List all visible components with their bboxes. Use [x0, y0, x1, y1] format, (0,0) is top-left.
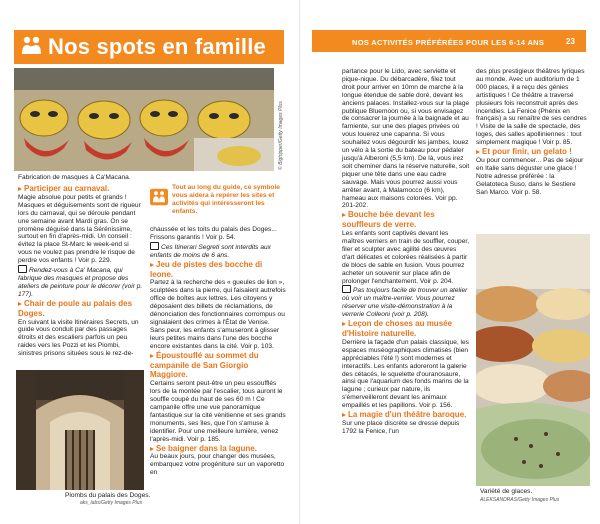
bullet-triangle-icon [342, 413, 346, 417]
tip-box [150, 184, 285, 224]
gutter [299, 0, 301, 524]
right-column-1 [342, 68, 470, 436]
paragraph-palais-doges: En suivant la visite Itinéraires Secrets, un guide vous conduit par des passages étroits et des escaliers parfois un peu raides vers les Pozzi et les Piombi, sinistres prisons situées sous le rez-de- [18, 318, 139, 358]
note-verrier: Pas toujours facile de trouver un atelier où voir un maître-verrier. Vous pourrez réserver une visite-démonstration à la verrerie Colleoni (voir p. 208). [342, 287, 468, 319]
prison-photo [16, 370, 144, 490]
paragraph-theatre: Sur une place discrète se dresse depuis 1792 la Fenice, l'un [342, 419, 460, 435]
left-column-1 [18, 184, 144, 358]
paragraph-gelato: Ou pour commencer... Pas de séjour en Italie sans déguster une glace ! Notre adresse préférée : la Gelatoteca Suso, dans le Sestiere San Marco. Voir p. 58. [476, 156, 584, 196]
bullet-triangle-icon [476, 150, 480, 154]
bullet-triangle-icon [150, 263, 154, 267]
masks-credit: © Bigtripper/Getty Images Plus [278, 101, 284, 170]
bullet-triangle-icon [18, 302, 22, 306]
bullet-triangle-icon [342, 322, 346, 326]
paragraph-campanile: Certains seront peut-être un peu essoufflés lors de la montée par l'escalier, tous auront le souffle coupé du haut de ses 60 m ! Ce campanile offre une vue panoramique fantastique sur la cité vénitienne et ses grands monuments, ses îles, que l'on s'amuse à identifier. Pour une meilleure lumière, venez l'après-midi. Voir p. 185. [150, 380, 286, 443]
tip-text: Tout au long du guide, ce symbole vous aidera à repérer les sites et activités qui intéresseront les enfants. [172, 184, 280, 215]
note-itinerari: Ces Itinerari Segreti sont interdits aux enfants de moins de 6 ans. [150, 243, 271, 259]
note-icon [342, 285, 351, 293]
paragraph-bocche: Partez à la recherche des « gueules de lion », sculptées dans la pierre, qui faisaient autrefois office de boîtes aux lettres. Les citoyens y déposaient des billets de réclamations, de dénonciation des fonctionnaires corrompus ou signalaient des crimes à l'État de Venise. Sans peur, les enfants s'amuseront à glisser leurs petites mains dans l'une des bocche encore existantes dans la cité. Voir p. 103. [150, 279, 286, 350]
heading-palais-doges: Chair de poule au palais des Doges. [18, 298, 133, 318]
family-icon [20, 35, 44, 57]
note-ca-macana: Rendez-vous à Ca' Macana, qui fabrique des masques et propose des ateliers de peinture pour le décorer (voir p. 177). [18, 267, 143, 298]
page-title: Nos spots en famille [48, 34, 266, 59]
bullet-triangle-icon [18, 187, 22, 191]
heading-campanile: Époustouflé au sommet du campanile de San Giorgio Maggiore. [150, 350, 259, 380]
prison-caption: Plombs du palais des Doges. [65, 492, 151, 499]
family-tip-icon [150, 188, 168, 206]
paragraph-souffleurs: Les enfants sont captivés devant les maîtres verriers en train de souffler, couper, filer et sculpter avec agilité des œuvres d'art délicates et colorées réalisées à partir de blocs de sable en fusion. Vous pourrez acheter un souvenir sur place afin de prolonger l'enchantement. Voir p. 204. [342, 230, 470, 285]
heading-theatre: La magie d'un théâtre baroque. [342, 410, 466, 419]
note-icon [150, 242, 159, 250]
heading-souffleurs: Bouche bée devant les souffleurs de verre. [342, 210, 435, 230]
masks-photo [14, 68, 274, 171]
gelato-photo [476, 234, 590, 486]
section-header: NOS ACTIVITÉS PRÉFÉRÉES POUR LES 6-14 ANS [352, 38, 545, 47]
bullet-triangle-icon [150, 354, 154, 358]
prison-credit: aks_labs/Getty Images Plus [80, 500, 142, 506]
page-number: 23 [566, 37, 575, 46]
bullet-triangle-icon [342, 213, 346, 217]
paragraph-lagune: Au beaux jours, pour changer des musées, embarquez votre progéniture sur un vaporetto en [150, 453, 285, 477]
left-column-2 [150, 226, 286, 477]
masks-caption: Fabrication de masques à Ca'Macana. [18, 174, 131, 181]
gelato-caption: Variété de glaces. [480, 488, 533, 495]
heading-bocche: Jeu de pistes des bocche di leone. [150, 259, 263, 279]
right-column-2 [476, 68, 588, 197]
note-icon [18, 265, 27, 273]
paragraph-doges-cont: chaussée et les toits du palais des Doges... Frissons garantis ! Voir p. 54. [150, 226, 277, 241]
bullet-triangle-icon [150, 447, 154, 451]
paragraph-fenice: des plus prestigieux théâtres lyriques au monde. Avec un auditorium de 1 000 places, il a reçu des génies artistiques ! Ce théâtre a traversé plusieurs fois reconstruit après des incendies. La Fenice (Phénix en français) a su renaître de ses cendres ! Visite de la salle de spectacle, des loges, des salles apolliniennes : tout simplement magique ! Voir p. 85. [476, 68, 587, 147]
heading-carnaval: Participer au carnaval. [18, 184, 109, 193]
heading-lagune: Se baigner dans la lagune. [150, 444, 257, 453]
heading-musee: Leçon de choses au musée d'Histoire naturelle. [342, 319, 453, 338]
gelato-credit: ALEKSANDRAS/Getty Images Plus [480, 497, 560, 503]
heading-gelato: Et pour finir, un gelato ! [476, 147, 572, 156]
paragraph-musee: Derrière la façade d'un palais classique, les espaces muséographiques climatisés (bien appréciables l'été !) sont modernes et interactifs. Les enfants adoreront la galerie des cétacés, le squelette d'ouranosaure, ainsi que l'aquarium des fonds marins de la lagune ; curieux par nature, ils s'émerveilleront devant les animaux empaillés et les papillons. Voir p. 156. [342, 338, 469, 410]
paragraph-carnaval: Magie absolue pour petits et grands ! Masques et déguisements sont de rigueur lors du carnaval, qui se déroule pendant une semaine avant Mardi gras. On se promène déguisé dans la Sérénissime, surtout en fin d'après-midi. Un conseil : évitez la place St-Marc le week-end si vous ne voulez pas prendre le risque de perdre vos enfants ! Voir p. 229. [18, 193, 141, 265]
paragraph-lido: partance pour le Lido, avec serviette et pique-nique. Du débarcadère, filez tout droit pour arriver en 10mn de marche à la longue étendue de sable doré, devant les anciens palaces. Installez-vous sur la plage publique Bluemoon ou, si vous envisagez de consacrer la journée à la baignade et au farniente, sur une des plages privées où vous louerez une capanna. Si vous souhaitez vous dégourdir les jambes, louez un vélo à la sortie du bateau pour pédaler jusqu'à Alberoni (5,5 km). De là, vous irez soit cheminer dans la réserve naturelle, soit piquer une tête dans une eau cadre sauvage. Mais vous pourrez aussi vous arrêter avant, à Malamocco (6 km), hameau aux maisons colorées. Voir pp. 201-202. [342, 68, 470, 210]
